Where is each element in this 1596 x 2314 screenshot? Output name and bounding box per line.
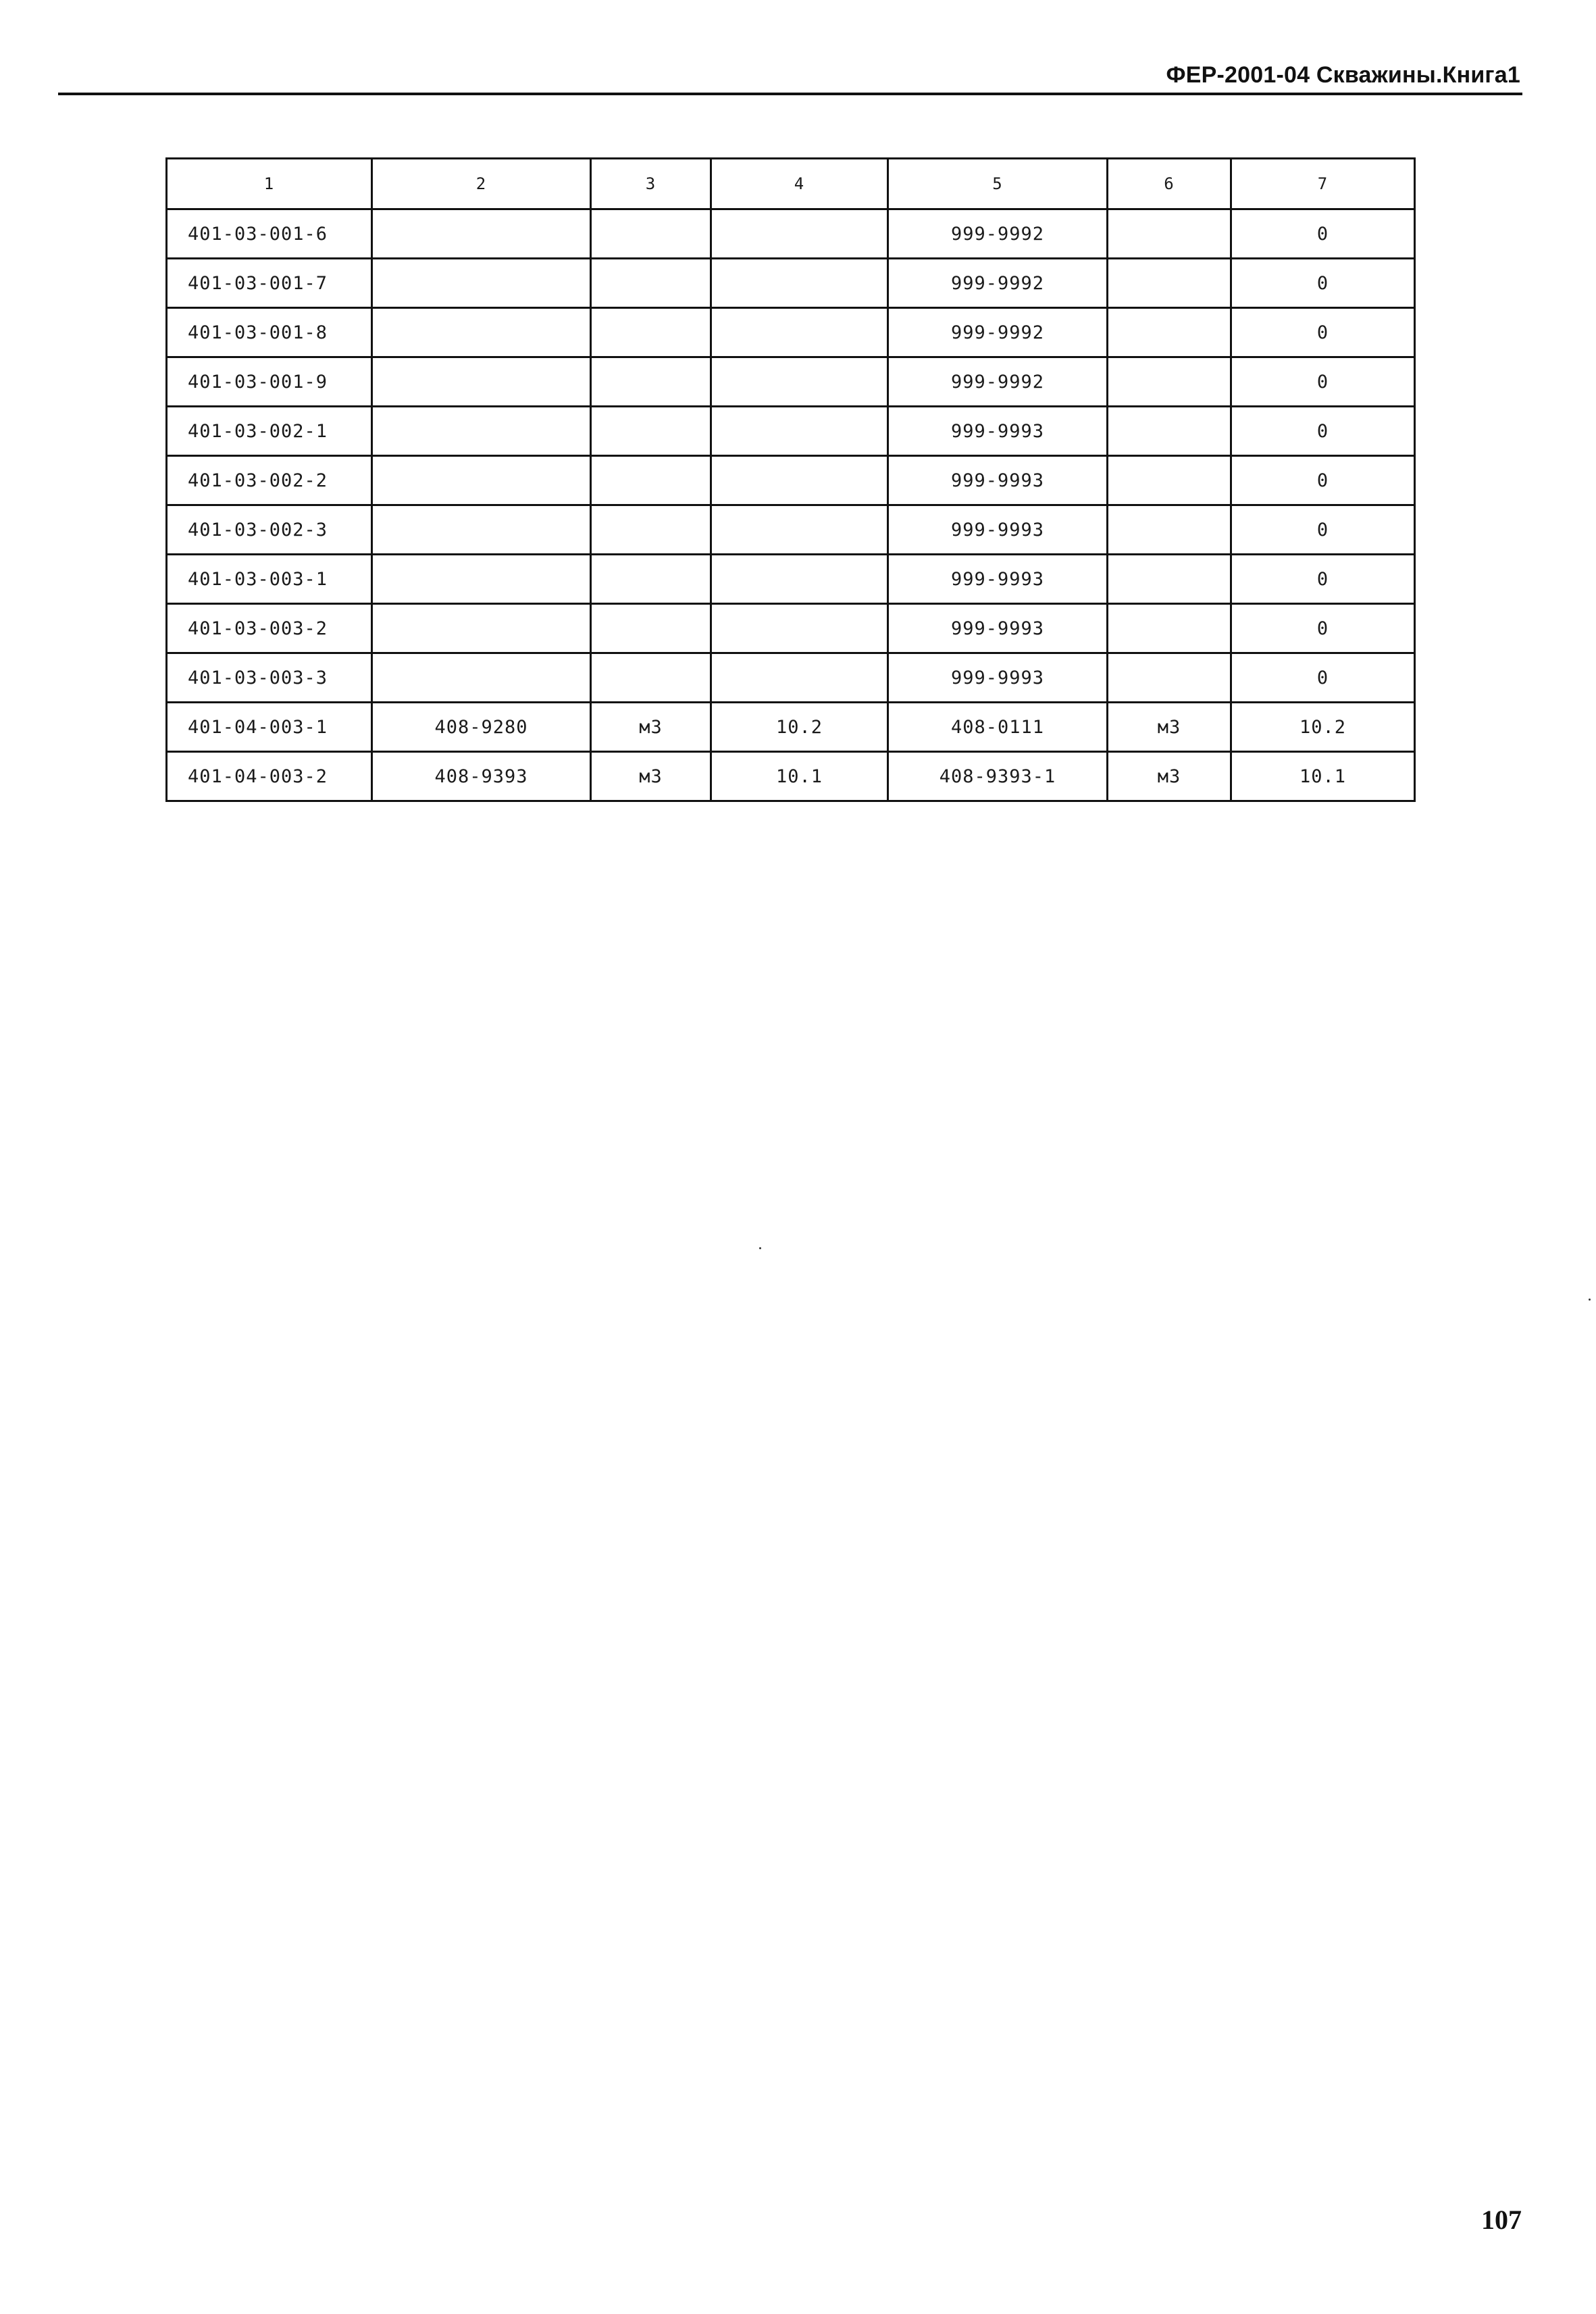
scan-speck (1589, 1299, 1591, 1301)
quantity-cell: 10.1 (711, 752, 888, 801)
unit-cell (591, 407, 711, 456)
quantity-cell (711, 604, 888, 653)
replacement-quantity-cell: 10.2 (1231, 703, 1415, 752)
replacement-code-cell: 999-9992 (888, 209, 1108, 259)
table-row (167, 653, 1415, 703)
resource-code-cell (372, 456, 591, 505)
unit-cell (591, 604, 711, 653)
replacement-code-cell: 999-9992 (888, 357, 1108, 407)
quantity-cell (711, 505, 888, 555)
resource-code-cell (372, 407, 591, 456)
unit-cell: м3 (591, 752, 711, 801)
replacement-code-cell: 999-9993 (888, 505, 1108, 555)
data-table (165, 157, 1416, 802)
replacement-unit-cell (1108, 555, 1231, 604)
table-row (167, 259, 1415, 308)
code-cell: 401-03-003-3 (167, 653, 372, 703)
code-cell: 401-03-002-2 (167, 456, 372, 505)
resource-code-cell (372, 308, 591, 357)
resource-code-cell (372, 653, 591, 703)
resource-code-cell (372, 604, 591, 653)
code-cell: 401-03-003-2 (167, 604, 372, 653)
replacement-unit-cell (1108, 456, 1231, 505)
quantity-cell (711, 653, 888, 703)
replacement-unit-cell (1108, 505, 1231, 555)
replacement-code-cell: 999-9993 (888, 653, 1108, 703)
replacement-unit-cell (1108, 209, 1231, 259)
unit-cell (591, 308, 711, 357)
quantity-cell (711, 456, 888, 505)
unit-cell (591, 456, 711, 505)
replacement-code-cell: 999-9992 (888, 308, 1108, 357)
unit-cell (591, 209, 711, 259)
resource-code-cell (372, 357, 591, 407)
replacement-quantity-cell: 0 (1231, 259, 1415, 308)
running-header: ФЕР-2001-04 Скважины.Книга1 (1166, 62, 1520, 88)
unit-cell (591, 653, 711, 703)
replacement-code-cell: 999-9993 (888, 407, 1108, 456)
replacement-quantity-cell: 0 (1231, 555, 1415, 604)
code-cell: 401-03-001-9 (167, 357, 372, 407)
replacement-unit-cell (1108, 407, 1231, 456)
quantity-cell (711, 357, 888, 407)
table-header-row (167, 159, 1415, 209)
replacement-code-cell: 408-9393-1 (888, 752, 1108, 801)
code-cell: 401-04-003-1 (167, 703, 372, 752)
scan-speck (759, 1247, 761, 1249)
replacement-quantity-cell: 0 (1231, 407, 1415, 456)
resource-code-cell (372, 505, 591, 555)
replacement-code-cell: 999-9993 (888, 555, 1108, 604)
column-header: 2 (372, 159, 591, 209)
replacement-quantity-cell: 10.1 (1231, 752, 1415, 801)
resource-code-cell: 408-9393 (372, 752, 591, 801)
unit-cell (591, 505, 711, 555)
quantity-cell (711, 259, 888, 308)
code-cell: 401-03-001-8 (167, 308, 372, 357)
table-row (167, 555, 1415, 604)
table-row (167, 604, 1415, 653)
column-header: 3 (591, 159, 711, 209)
replacement-code-cell: 999-9993 (888, 604, 1108, 653)
code-cell: 401-04-003-2 (167, 752, 372, 801)
replacement-unit-cell (1108, 653, 1231, 703)
quantity-cell (711, 555, 888, 604)
column-header: 1 (167, 159, 372, 209)
unit-cell: м3 (591, 703, 711, 752)
replacement-quantity-cell: 0 (1231, 604, 1415, 653)
replacement-quantity-cell: 0 (1231, 357, 1415, 407)
column-header: 7 (1231, 159, 1415, 209)
column-header: 4 (711, 159, 888, 209)
code-cell: 401-03-002-3 (167, 505, 372, 555)
code-cell: 401-03-001-6 (167, 209, 372, 259)
table-row (167, 407, 1415, 456)
table-row (167, 308, 1415, 357)
replacement-quantity-cell: 0 (1231, 653, 1415, 703)
quantity-cell: 10.2 (711, 703, 888, 752)
page-number: 107 (1481, 2205, 1522, 2235)
table-row (167, 456, 1415, 505)
code-cell: 401-03-001-7 (167, 259, 372, 308)
resource-code-cell: 408-9280 (372, 703, 591, 752)
replacement-quantity-cell: 0 (1231, 456, 1415, 505)
replacement-quantity-cell: 0 (1231, 209, 1415, 259)
replacement-code-cell: 999-9993 (888, 456, 1108, 505)
replacement-code-cell: 408-0111 (888, 703, 1108, 752)
replacement-code-cell: 999-9992 (888, 259, 1108, 308)
table-row (167, 703, 1415, 752)
quantity-cell (711, 407, 888, 456)
replacement-unit-cell (1108, 259, 1231, 308)
quantity-cell (711, 209, 888, 259)
replacement-unit-cell (1108, 604, 1231, 653)
replacement-quantity-cell: 0 (1231, 505, 1415, 555)
replacement-unit-cell (1108, 357, 1231, 407)
quantity-cell (711, 308, 888, 357)
table-row (167, 357, 1415, 407)
replacement-unit-cell: м3 (1108, 752, 1231, 801)
code-cell: 401-03-002-1 (167, 407, 372, 456)
resource-code-cell (372, 259, 591, 308)
replacement-unit-cell (1108, 308, 1231, 357)
table-row (167, 752, 1415, 801)
column-header: 6 (1108, 159, 1231, 209)
header-rule (58, 93, 1522, 95)
unit-cell (591, 259, 711, 308)
resource-code-cell (372, 555, 591, 604)
table-row (167, 505, 1415, 555)
unit-cell (591, 357, 711, 407)
table-row (167, 209, 1415, 259)
replacement-unit-cell: м3 (1108, 703, 1231, 752)
unit-cell (591, 555, 711, 604)
replacement-quantity-cell: 0 (1231, 308, 1415, 357)
code-cell: 401-03-003-1 (167, 555, 372, 604)
resource-code-cell (372, 209, 591, 259)
column-header: 5 (888, 159, 1108, 209)
